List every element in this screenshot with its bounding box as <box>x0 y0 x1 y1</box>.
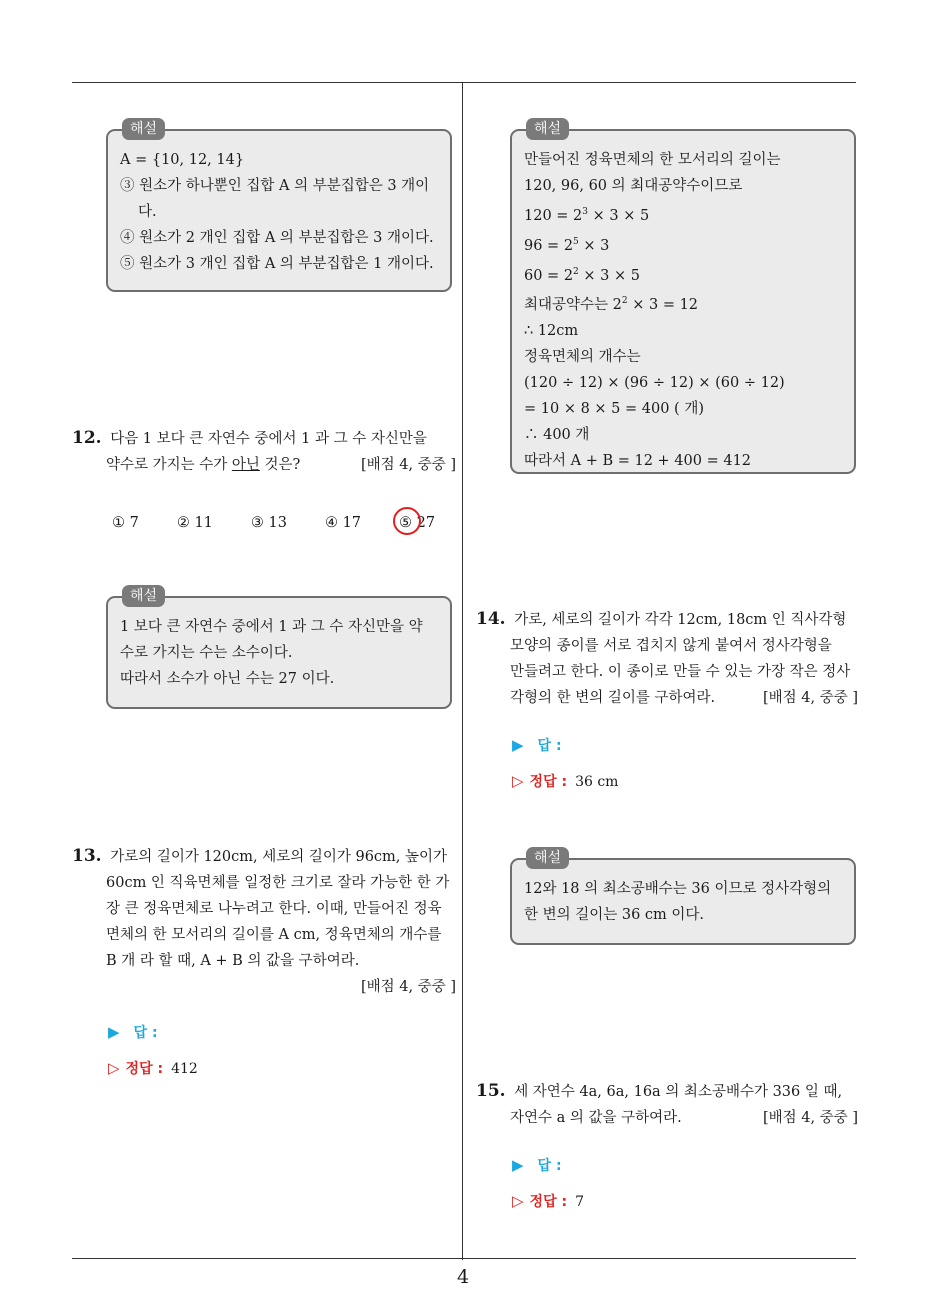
question-text: 약수로 가지는 수가 <box>106 457 232 473</box>
choice-3[interactable]: ③ 13 <box>250 515 287 531</box>
question-number: 14. <box>476 609 506 629</box>
points-label: [배점 4, 중중 ] <box>762 690 858 706</box>
explanation-line: 1 보다 큰 자연수 중에서 1 과 그 수 자신만을 약 <box>120 619 423 635</box>
explanation-line: 12와 18 의 최소공배수는 36 이므로 정사각형의 <box>524 881 832 897</box>
explanation-line: 120, 96, 60 의 최대공약수이므로 <box>524 178 743 194</box>
explanation-tag: 해설 <box>122 585 165 607</box>
question-text: 다음 1 보다 큰 자연수 중에서 1 과 그 수 자신만을 <box>110 431 427 447</box>
explanation-line: 따라서 A + B = 12 + 400 = 412 <box>524 453 752 470</box>
page-number: 4 <box>456 1266 470 1288</box>
question-text: 60cm 인 직육면체를 일정한 크기로 잘라 가능한 한 가 <box>106 875 450 891</box>
question-text: B 개 라 할 때, A + B 의 값을 구하여라. <box>106 953 360 969</box>
explanation-line: ∴ 400 개 <box>524 427 590 444</box>
choice-1[interactable]: ① 7 <box>112 515 139 531</box>
explanation-line: ⑤ 원소가 3 개인 집합 A 의 부분집합은 1 개이다. <box>120 256 434 272</box>
answer-label: 답 : <box>537 738 562 754</box>
answer-arrow-icon: ▶ <box>512 1156 524 1174</box>
points-label: [배점 4, 중중 ] <box>360 457 456 473</box>
points-label: [배점 4, 중중 ] <box>360 979 456 995</box>
question-15 <box>476 1078 858 1131</box>
solution-value: 412 <box>171 1061 198 1077</box>
question-number: 13. <box>72 846 102 866</box>
explanation-line: A = {10, 12, 14} <box>120 152 245 168</box>
solution-label: 정답 : <box>529 1194 568 1210</box>
top-rule <box>72 82 856 83</box>
explanation-line: (120 ÷ 12) × (96 ÷ 12) × (60 ÷ 12) <box>524 375 785 392</box>
question-number: 12. <box>72 428 102 448</box>
explanation-line: 만들어진 정육면체의 한 모서리의 길이는 <box>524 152 781 168</box>
choice-4[interactable]: ④ 17 <box>324 515 362 531</box>
explanation-line: = 10 × 8 × 5 = 400 ( 개) <box>524 401 704 418</box>
choice-2[interactable]: ② 11 <box>176 515 213 531</box>
explanation-line: 최대공약수는 $2^2 \times 3 = 12$ <box>524 296 699 314</box>
answer-arrow-icon: ▶ <box>108 1023 120 1041</box>
solution-row <box>108 1058 198 1078</box>
explanation-box-q12 <box>106 588 452 709</box>
choice-5-label: ⑤ 27 <box>399 515 436 531</box>
explanation-tag: 해설 <box>526 118 569 140</box>
question-text: 만들려고 한다. 이 종이로 만들 수 있는 가장 작은 정사 <box>510 664 851 680</box>
answer-label: 답 : <box>133 1025 158 1041</box>
column-divider <box>462 82 463 1260</box>
question-text: 장 큰 정육면체로 나누려고 한다. 이때, 만들어진 정육 <box>106 901 442 917</box>
solution-value: 7 <box>575 1194 584 1210</box>
question-text: 가로의 길이가 120cm, 세로의 길이가 96cm, 높이가 <box>110 849 448 865</box>
question-text: 자연수 a 의 값을 구하여라. <box>510 1110 682 1126</box>
explanation-line: $60 = 2^2 \times 3 \times 5$ <box>524 266 640 284</box>
solution-arrow-icon: ▷ <box>512 1192 524 1210</box>
explanation-line: 따라서 소수가 아닌 수는 27 이다. <box>120 671 335 687</box>
solution-arrow-icon: ▷ <box>512 772 524 790</box>
explanation-tag: 해설 <box>526 847 569 869</box>
question-text: 면체의 한 모서리의 길이를 A cm, 정육면체의 개수를 <box>106 927 442 943</box>
solution-label: 정답 : <box>125 1061 164 1077</box>
answer-row[interactable] <box>108 1022 158 1042</box>
question-text: 모양의 종이를 서로 겹치지 않게 붙여서 정사각형을 <box>510 638 832 654</box>
selected-circle-mark <box>393 507 421 535</box>
explanation-line: ④ 원소가 2 개인 집합 A 의 부분집합은 3 개이다. <box>120 230 434 246</box>
explanation-line: 정육면체의 개수는 <box>524 349 641 366</box>
question-text: 세 자연수 4a, 6a, 16a 의 최소공배수가 336 일 때, <box>514 1084 843 1100</box>
solution-row <box>512 1191 584 1211</box>
explanation-line: $120 = 2^3 \times 3 \times 5$ <box>524 207 650 224</box>
explanation-line: ∴ 12cm <box>524 323 579 340</box>
explanation-box-q14 <box>510 850 856 945</box>
choice-list <box>112 515 473 531</box>
choice-5[interactable] <box>399 515 435 531</box>
solution-arrow-icon: ▷ <box>108 1059 120 1077</box>
explanation-line: $96 = 2^5 \times 3$ <box>524 236 610 254</box>
explanation-box-q13 <box>510 121 856 474</box>
question-14 <box>476 606 858 711</box>
solution-row <box>512 771 618 791</box>
explanation-line: 한 변의 길이는 36 cm 이다. <box>524 907 705 923</box>
bottom-rule <box>72 1258 856 1259</box>
question-13 <box>72 843 456 1000</box>
underlined-word: 아닌 <box>231 457 260 473</box>
question-text: 각형의 한 변의 길이를 구하여라. <box>510 690 716 706</box>
question-number: 15. <box>476 1081 506 1101</box>
question-text: 것은? <box>259 457 301 473</box>
explanation-tag: 해설 <box>122 118 165 140</box>
answer-row[interactable] <box>512 1155 562 1175</box>
explanation-line: 수로 가지는 수는 소수이다. <box>120 645 293 661</box>
answer-arrow-icon: ▶ <box>512 736 524 754</box>
solution-value: 36 cm <box>575 774 619 790</box>
explanation-line: ③ 원소가 하나뿐인 집합 A 의 부분집합은 3 개이 <box>120 178 430 194</box>
question-text: 가로, 세로의 길이가 각각 12cm, 18cm 인 직사각형 <box>514 612 847 628</box>
answer-row[interactable] <box>512 735 562 755</box>
points-label: [배점 4, 중중 ] <box>762 1110 858 1126</box>
question-12 <box>72 425 456 478</box>
solution-label: 정답 : <box>529 774 568 790</box>
answer-label: 답 : <box>537 1158 562 1174</box>
explanation-box-q11 <box>106 121 452 292</box>
explanation-line: 다. <box>138 204 157 220</box>
